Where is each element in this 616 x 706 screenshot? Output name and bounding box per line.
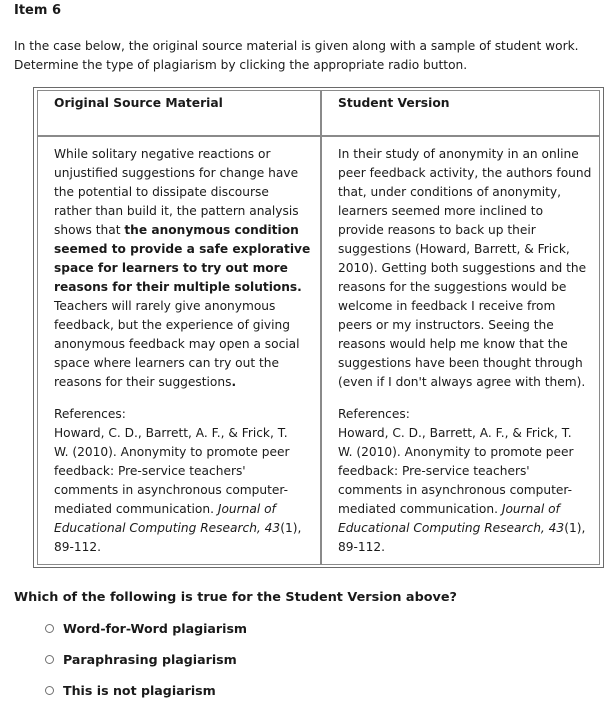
references-label: References:: [338, 407, 410, 421]
italic-fragment: Educational Computing Research, 43: [54, 521, 281, 535]
option-label[interactable]: This is not plagiarism: [63, 683, 216, 698]
text-line: [54, 221, 310, 240]
header-cell-student: [321, 90, 600, 136]
reference-line: W. (2010). Anonymity to promote peer: [54, 445, 290, 459]
text-line-bold: [54, 278, 310, 297]
text-line: rather than build it, the pattern analysis: [54, 204, 299, 218]
italic-fragment: Educational Computing Research, 43: [338, 521, 565, 535]
italic-fragment: Journal of: [217, 502, 276, 516]
text-line: feedback, but the experience of giving: [54, 318, 290, 332]
text-line: unjustified suggestions for change have: [54, 166, 299, 180]
bold-fragment: seemed to provide a safe explorative: [54, 242, 311, 256]
text-line: learners seemed more inclined to: [338, 204, 544, 218]
text-line: that, under conditions of anonymity,: [338, 185, 561, 199]
text-line: peers or my instructors. Seeing the: [338, 318, 554, 332]
student-version-text: [338, 145, 591, 557]
text-fragment: mediated communication.: [338, 502, 502, 516]
reference-line: feedback: Pre-service teachers': [338, 464, 530, 478]
radio-button[interactable]: [45, 686, 54, 695]
text-line-bold: [54, 240, 310, 259]
text-fragment: mediated communication.: [54, 502, 218, 516]
bold-fragment: .: [231, 375, 237, 389]
instructions: [14, 37, 604, 75]
text-line: peer feedback activity, the authors found: [338, 166, 592, 180]
text-line: While solitary negative reactions or: [54, 147, 271, 161]
text-fragment: (1),: [280, 521, 302, 535]
text-line: provide reasons to back up their: [338, 223, 536, 237]
bold-fragment: space for learners to try out more: [54, 261, 288, 275]
reference-line: feedback: Pre-service teachers': [54, 464, 246, 478]
text-line: space where learners can try out the: [54, 356, 280, 370]
text-fragment: (1),: [564, 521, 586, 535]
reference-line: [54, 519, 310, 538]
text-line: (even if I don't always agree with them).: [338, 375, 586, 389]
reference-line: 89-112.: [338, 540, 386, 554]
student-version-cell: [321, 136, 600, 565]
text-line: reasons for the suggestions would be: [338, 280, 567, 294]
comparison-table: [33, 87, 604, 568]
text-line: Teachers will rarely give anonymous: [54, 299, 276, 313]
reference-line: [54, 500, 310, 519]
italic-fragment: Journal of: [501, 502, 560, 516]
reference-line: comments in asynchronous computer-: [338, 483, 573, 497]
original-source-cell: [37, 136, 321, 565]
text-line-bold: [54, 259, 310, 278]
option-word-for-word[interactable]: [45, 621, 247, 636]
reference-line: Howard, C. D., Barrett, A. F., & Frick, T.: [338, 426, 572, 440]
text-line: suggestions (Howard, Barrett, & Frick,: [338, 242, 570, 256]
question-text: Which of the following is true for the Student Version above?: [14, 590, 457, 605]
option-label[interactable]: Paraphrasing plagiarism: [63, 652, 237, 667]
bold-fragment: reasons for their multiple solutions.: [54, 280, 302, 294]
header-cell-original: [37, 90, 321, 136]
text-line: 2010). Getting both suggestions and the: [338, 261, 587, 275]
text-line: [54, 373, 310, 392]
text-line: the potential to dissipate discourse: [54, 185, 269, 199]
header-student: Student Version: [338, 96, 450, 110]
text-line: suggestions have been thought through: [338, 356, 583, 370]
text-line: reasons would help me know that the: [338, 337, 568, 351]
instructions-line-1: In the case below, the original source material is given along with a sample of student work.: [14, 39, 579, 53]
text-fragment: reasons for their suggestions: [54, 375, 232, 389]
bold-fragment: the anonymous condition: [124, 223, 299, 237]
item-title: Item 6: [14, 3, 61, 18]
option-paraphrasing[interactable]: [45, 652, 237, 667]
text-fragment: shows that: [54, 223, 125, 237]
instructions-line-2: Determine the type of plagiarism by clicking the appropriate radio button.: [14, 58, 468, 72]
reference-line: Howard, C. D., Barrett, A. F., & Frick, T.: [54, 426, 288, 440]
original-source-text: [54, 145, 310, 557]
text-line: welcome in feedback I receive from: [338, 299, 556, 313]
reference-line: comments in asynchronous computer-: [54, 483, 289, 497]
option-label[interactable]: Word-for-Word plagiarism: [63, 621, 248, 636]
radio-button[interactable]: [45, 655, 54, 664]
references-label: References:: [54, 407, 126, 421]
text-line: anonymous feedback may open a social: [54, 337, 300, 351]
reference-line: [338, 519, 591, 538]
text-line: In their study of anonymity in an online: [338, 147, 579, 161]
reference-line: W. (2010). Anonymity to promote peer: [338, 445, 574, 459]
reference-line: 89-112.: [54, 540, 102, 554]
radio-button[interactable]: [45, 624, 54, 633]
reference-line: [338, 500, 591, 519]
option-not-plagiarism[interactable]: [45, 683, 216, 698]
header-original: Original Source Material: [54, 96, 223, 110]
